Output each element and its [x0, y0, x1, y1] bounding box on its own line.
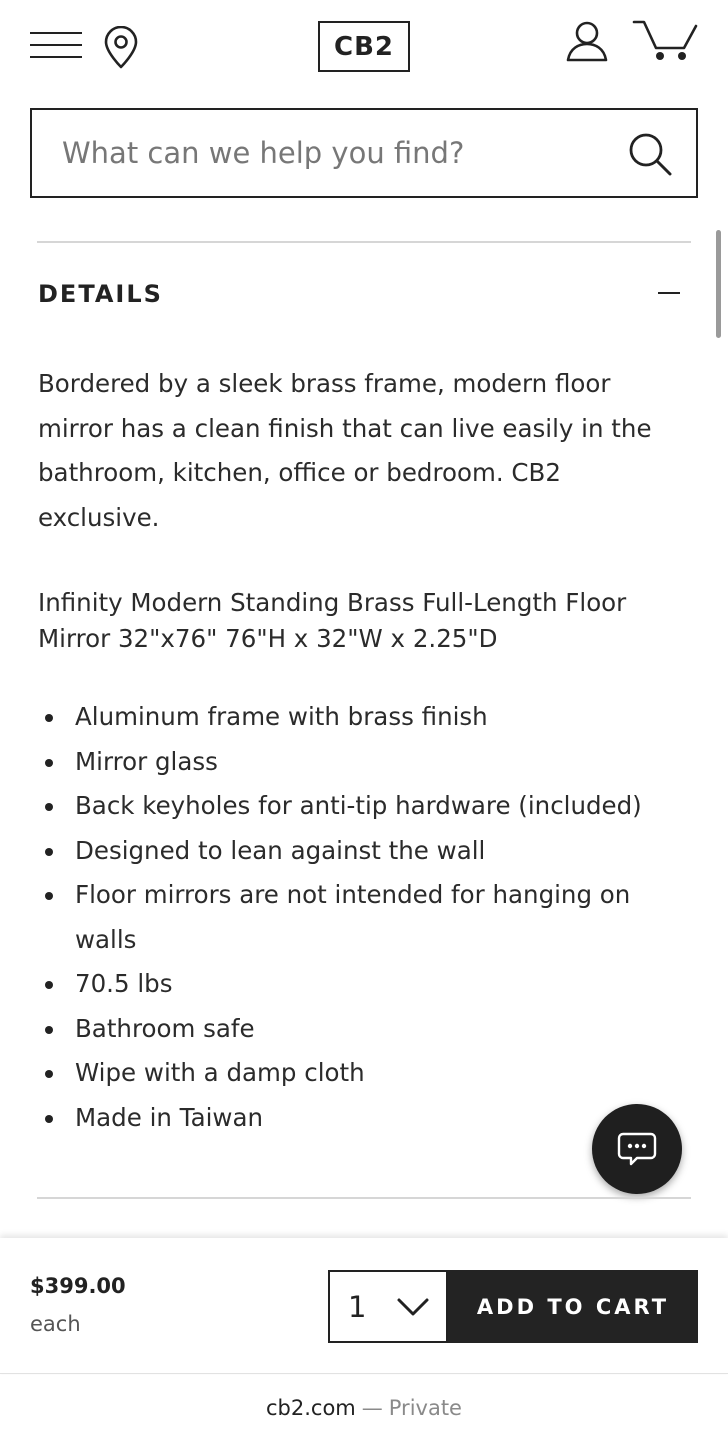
quantity-value: 1: [348, 1290, 367, 1324]
list-item: Made in Taiwan: [38, 1096, 688, 1141]
url-separator: —: [361, 1395, 383, 1420]
list-item: 70.5 lbs: [38, 962, 688, 1007]
search-icon[interactable]: [628, 132, 672, 176]
chat-bubble-icon: [617, 1131, 657, 1167]
chat-button[interactable]: [592, 1104, 682, 1194]
browser-url-bar[interactable]: [0, 1375, 728, 1440]
section-divider: [37, 241, 691, 243]
cb2-logo[interactable]: CB2: [318, 21, 410, 72]
feature-list: [38, 695, 688, 1140]
cart-icon[interactable]: [632, 18, 698, 64]
site-header: [0, 0, 728, 100]
list-item: Bathroom safe: [38, 1007, 688, 1052]
location-pin-icon[interactable]: [102, 26, 140, 70]
search-input[interactable]: [32, 110, 612, 196]
quantity-select[interactable]: [328, 1270, 448, 1343]
list-item: Wipe with a damp cloth: [38, 1051, 688, 1096]
details-heading: DETAILS: [38, 280, 163, 308]
private-mode-label: Private: [388, 1395, 462, 1420]
collapse-details-button[interactable]: [646, 276, 694, 310]
list-item: Back keyholes for anti-tip hardware (included): [38, 784, 688, 829]
product-description: Bordered by a sleek brass frame, modern floor mirror has a clean finish that can live easily in the bathroom, kitchen, office or bedroom. CB2 exclusive.: [38, 369, 652, 532]
chevron-down-icon: [396, 1296, 430, 1318]
product-name-dimensions: Infinity Modern Standing Brass Full-Length Floor Mirror 32"x76" 76"H x 32"W x 2.25"D: [38, 588, 627, 653]
list-item: Floor mirrors are not intended for hanging on walls: [38, 873, 688, 962]
list-item: Aluminum frame with brass finish: [38, 695, 688, 740]
url-domain: cb2.com: [266, 1395, 356, 1420]
list-item: Mirror glass: [38, 740, 688, 785]
price: $399.00: [30, 1274, 126, 1298]
minus-icon: [658, 292, 680, 294]
search-bar: [30, 108, 698, 198]
section-divider: [37, 1197, 691, 1199]
menu-icon[interactable]: [30, 30, 82, 60]
list-item: Designed to lean against the wall: [38, 829, 688, 874]
scrollbar[interactable]: [716, 230, 721, 338]
add-to-cart-button[interactable]: ADD TO CART: [448, 1270, 698, 1343]
purchase-bar: [0, 1238, 728, 1374]
account-icon[interactable]: [565, 20, 609, 64]
price-unit: each: [30, 1312, 81, 1336]
